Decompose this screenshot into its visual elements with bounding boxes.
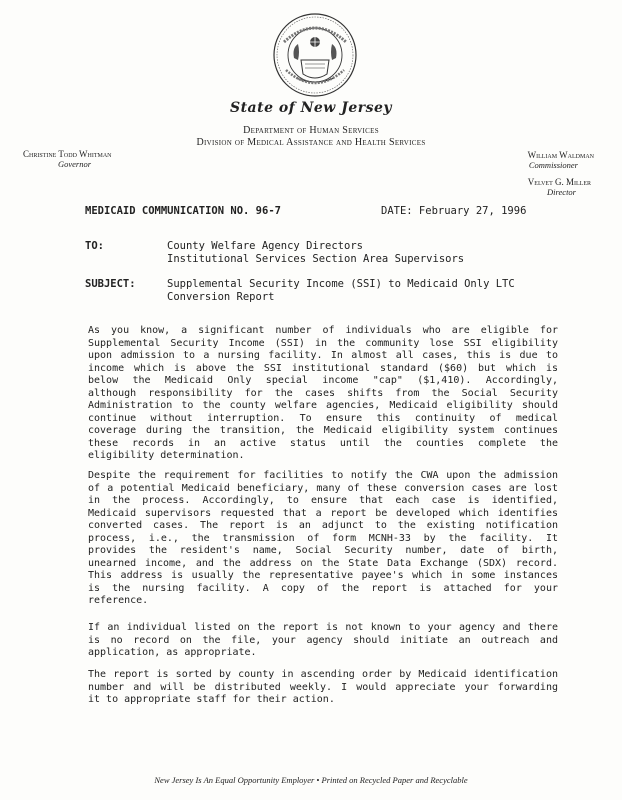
- paragraph-line: If an individual listed on the report is not known to your agency and there: [88, 622, 558, 633]
- body-paragraph: [88, 669, 558, 707]
- paragraph-line: provides the resident's name, Social Security number, date of birth,: [88, 545, 558, 556]
- communication-number: MEDICAID COMMUNICATION NO. 96-7: [85, 205, 281, 217]
- department-name: Department of Human Services: [243, 125, 379, 136]
- paragraph-line: below the Medicaid Only special income "cap" ($1,410). Accordingly,: [88, 375, 558, 386]
- paragraph-line: unearned income, and the address on the State Data Exchange (SDX) record.: [88, 557, 558, 569]
- paragraph-line: Administration to the county welfare agencies, Medicaid eligibility should: [88, 400, 558, 411]
- to-recipient: County Welfare Agency Directors: [167, 240, 363, 252]
- director-title: Director: [547, 187, 576, 197]
- to-label: TO:: [85, 240, 104, 252]
- commissioner-title: Commissioner: [528, 160, 578, 170]
- paragraph-line: of a potential Medicaid beneficiary, many of these conversion cases are lost: [88, 482, 558, 494]
- governor-name: Christine Todd Whitman: [23, 149, 112, 159]
- paragraph-line: process, i.e., the transmission of form MCNH-33 by the facility. It: [88, 532, 558, 544]
- paragraph-line: Despite the requirement for facilities to notify the CWA upon the admission: [88, 470, 558, 481]
- paragraph-line: eligibility determination.: [88, 450, 245, 461]
- body-paragraph: [88, 622, 558, 660]
- body-paragraph: [88, 470, 558, 608]
- memo-date: DATE: February 27, 1996: [381, 205, 527, 217]
- paragraph-line: reference.: [88, 595, 149, 606]
- paragraph-line: these records in an active status until the counties complete the: [88, 437, 558, 449]
- paragraph-line: The report is sorted by county in ascending order by Medicaid identification: [88, 669, 558, 680]
- paragraph-line: although responsibility for the cases shifts from the Social Security: [88, 387, 558, 399]
- paragraph-line: income which is above the SSI institutional standard ($60) but which is: [88, 362, 558, 374]
- state-title: State of New Jersey: [229, 100, 393, 116]
- director-name: Velvet G. Miller: [527, 177, 591, 187]
- subject-label: SUBJECT:: [85, 278, 136, 290]
- paragraph-line: is no record on the file, your agency should initiate an outreach and: [88, 634, 558, 646]
- paragraph-line: Supplemental Security Income (SSI) in the community lose SSI eligibility: [88, 337, 558, 349]
- paragraph-line: application, as appropriate.: [88, 647, 257, 658]
- state-seal-icon: [272, 12, 358, 98]
- footer-note: New Jersey Is An Equal Opportunity Employer • Printed on Recycled Paper and Recyclable: [154, 775, 468, 785]
- paragraph-line: This address is usually the representative payee's which in some instances: [88, 570, 558, 581]
- division-name: Division of Medical Assistance and Health Services: [196, 137, 426, 148]
- paragraph-line: converted cases. The report is an adjunct to the existing notification: [88, 520, 558, 531]
- commissioner-name: William Waldman: [527, 150, 594, 160]
- paragraph-line: continue without interruption. To ensure this continuity of medical: [88, 412, 558, 424]
- subject-line: Supplemental Security Income (SSI) to Medicaid Only LTC: [167, 278, 515, 290]
- to-recipient: Institutional Services Section Area Supervisors: [167, 253, 465, 265]
- paragraph-line: Medicaid supervisors requested that a report be developed which identifies: [88, 507, 558, 519]
- body-paragraph: [88, 325, 558, 463]
- paragraph-line: As you know, a significant number of individuals who are eligible for: [88, 325, 558, 336]
- governor-title: Governor: [58, 159, 92, 169]
- paragraph-line: upon admission to a nursing facility. In almost all cases, this is due to: [88, 350, 558, 361]
- paragraph-line: coverage during the transition, the Medicaid eligibility system continues: [88, 425, 558, 436]
- paragraph-line: it to appropriate staff for their action.: [88, 694, 335, 705]
- subject-line: Conversion Report: [167, 291, 275, 303]
- paragraph-line: number and will be distributed weekly. I would appreciate your forwarding: [88, 681, 558, 693]
- paragraph-line: is the nursing facility. A copy of the report is attached for your: [88, 582, 558, 594]
- paragraph-line: in the process. Accordingly, to ensure that each case is identified,: [88, 495, 558, 506]
